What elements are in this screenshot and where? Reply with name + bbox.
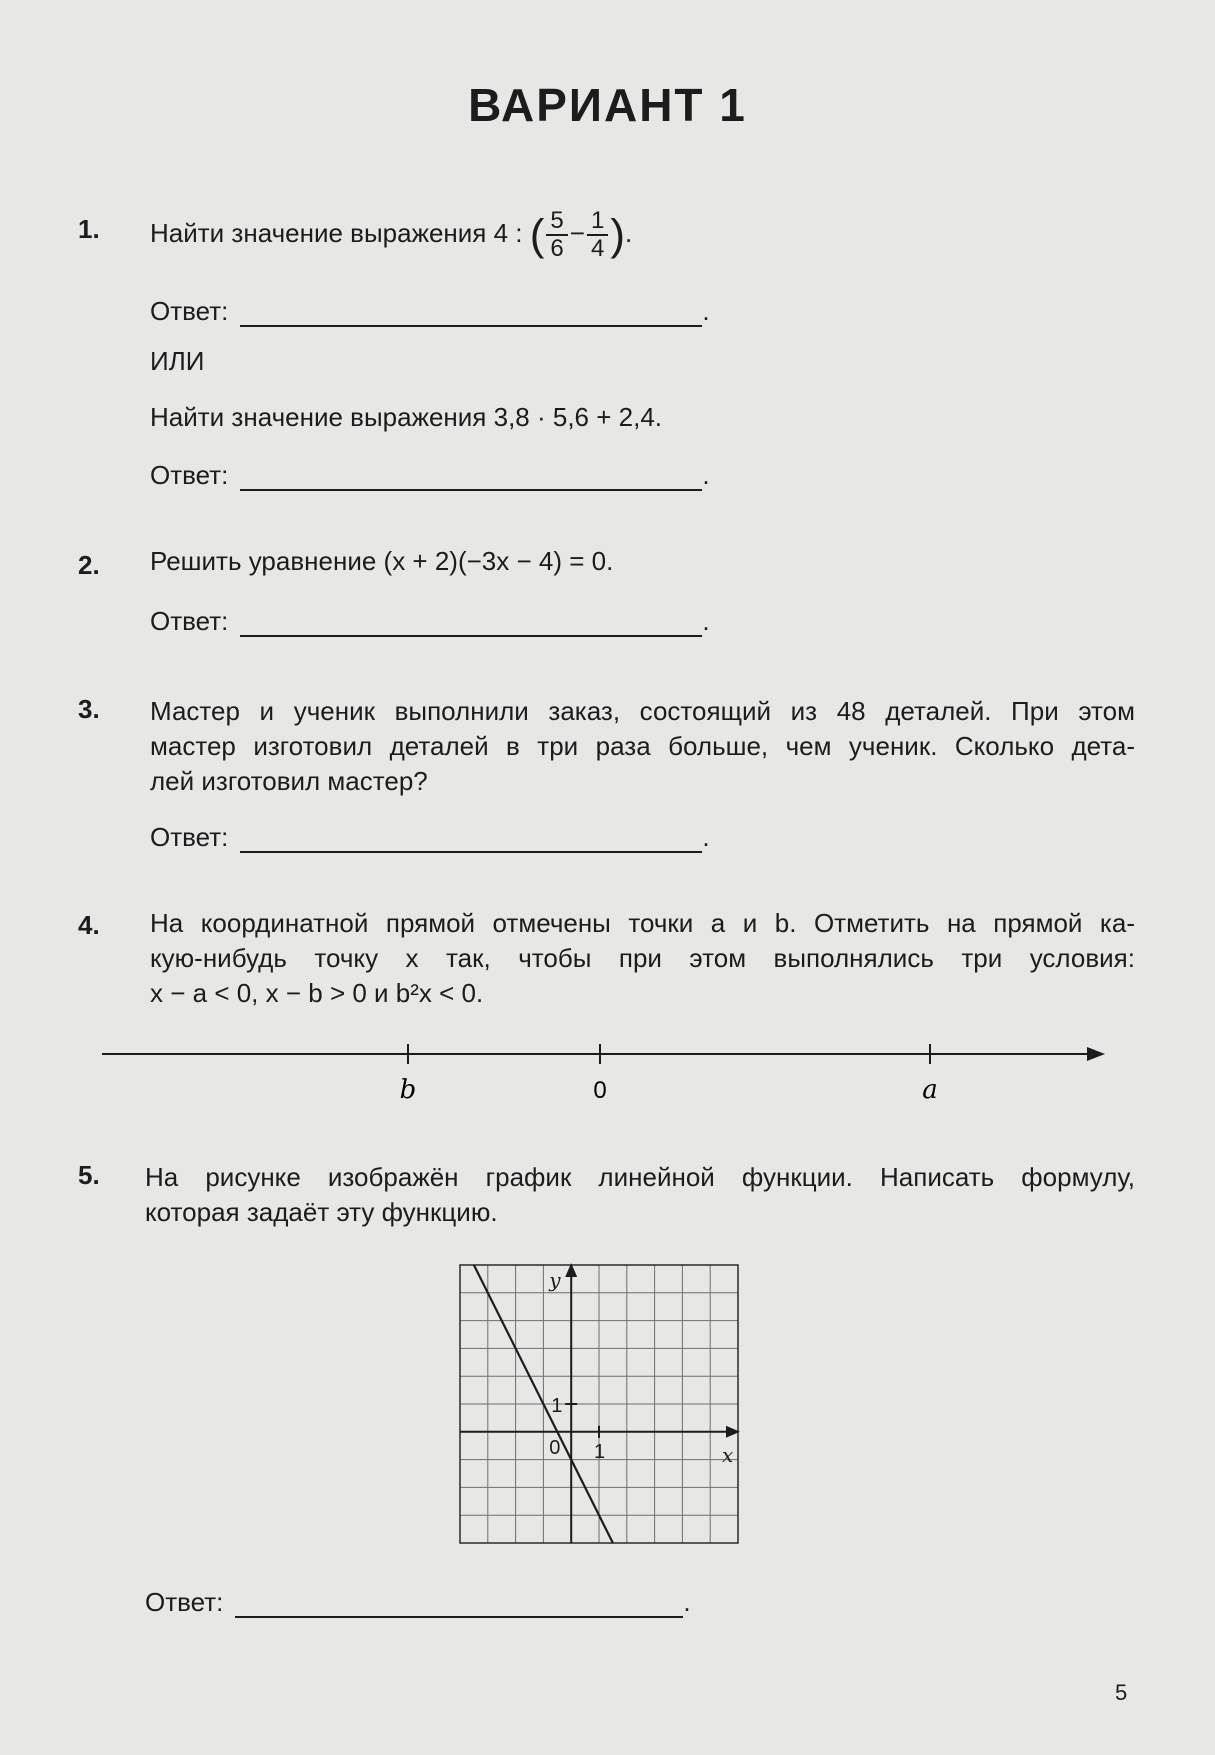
origin-label: 0 (549, 1436, 561, 1459)
label-a: a (922, 1075, 938, 1105)
page-title: ВАРИАНТ 1 (468, 79, 747, 131)
label-0: 0 (593, 1077, 607, 1104)
q1-answer-line[interactable] (240, 299, 702, 327)
q5-line-1: На рисунке изображён график линейной функции. Написать формулу, (145, 1162, 1135, 1192)
q1-answer: Ответ: . (150, 296, 710, 326)
q1-alt-answer-line[interactable] (240, 463, 702, 491)
y-axis-label: y (549, 1268, 561, 1292)
q1-alt-text: Найти значение выражения 3,8 · 5,6 + 2,4. (150, 402, 663, 432)
q1-prefix: Найти значение выражения 4 : (150, 217, 523, 248)
q3-answer: Ответ: . (150, 822, 710, 852)
label-b: b (399, 1075, 417, 1105)
q2-number: 2. (78, 550, 100, 580)
number-line (0, 1020, 1215, 1130)
q3-line-2: мастер изготовил деталей в три раза больше, чем ученик. Сколько дета- (150, 731, 1135, 761)
q5-number: 5. (78, 1160, 100, 1190)
linear-function-graph (450, 1255, 750, 1575)
q1-fraction-2: $\frac{1}{4}$ (587, 208, 608, 262)
q4-line-1: На координатной прямой отмечены точки a и b. Отметить на прямой ка- (150, 908, 1135, 938)
q1-number: 1. (78, 214, 100, 244)
q5-answer: Ответ: . (145, 1587, 691, 1617)
q5-line-2: которая задаёт эту функцию. (145, 1197, 498, 1227)
q1-alt-answer: Ответ: . (150, 460, 710, 490)
x-tick-label-1: 1 (594, 1440, 606, 1463)
q2-answer-line[interactable] (240, 609, 702, 637)
q3-number: 3. (78, 694, 100, 724)
q2-text: Решить уравнение (x + 2)(−3x − 4) = 0. (150, 546, 614, 576)
q1-fraction-1: $\frac{5}{6}$ (546, 208, 567, 262)
q1-minus: − (569, 217, 585, 248)
q4-number: 4. (78, 910, 100, 940)
q1-or: ИЛИ (150, 346, 205, 376)
page-number: 5 (1115, 1680, 1128, 1705)
q3-answer-line[interactable] (240, 825, 702, 853)
y-tick-label-1: 1 (551, 1395, 563, 1417)
number-line-arrow (1087, 1047, 1105, 1061)
q1-close-paren: ) (610, 210, 625, 260)
q5-answer-line[interactable] (235, 1590, 683, 1618)
q4-line-3: x − a < 0, x − b > 0 и b²x < 0. (150, 978, 484, 1008)
q3-line-3: лей изготовил мастер? (150, 766, 428, 796)
q1-open-paren: ( (529, 210, 545, 260)
q1-expression: Найти значение выражения 4 : ( $\frac{5}{6}$ − $\frac{1}{4}$ ). (150, 207, 633, 262)
q2-answer: Ответ: . (150, 606, 710, 636)
q4-line-2: кую-нибудь точку x так, чтобы при этом выполнялись три условия: (150, 943, 1135, 973)
q3-line-1: Мастер и ученик выполнили заказ, состоящий из 48 деталей. При этом (150, 696, 1135, 726)
x-axis-label: x (722, 1442, 734, 1467)
